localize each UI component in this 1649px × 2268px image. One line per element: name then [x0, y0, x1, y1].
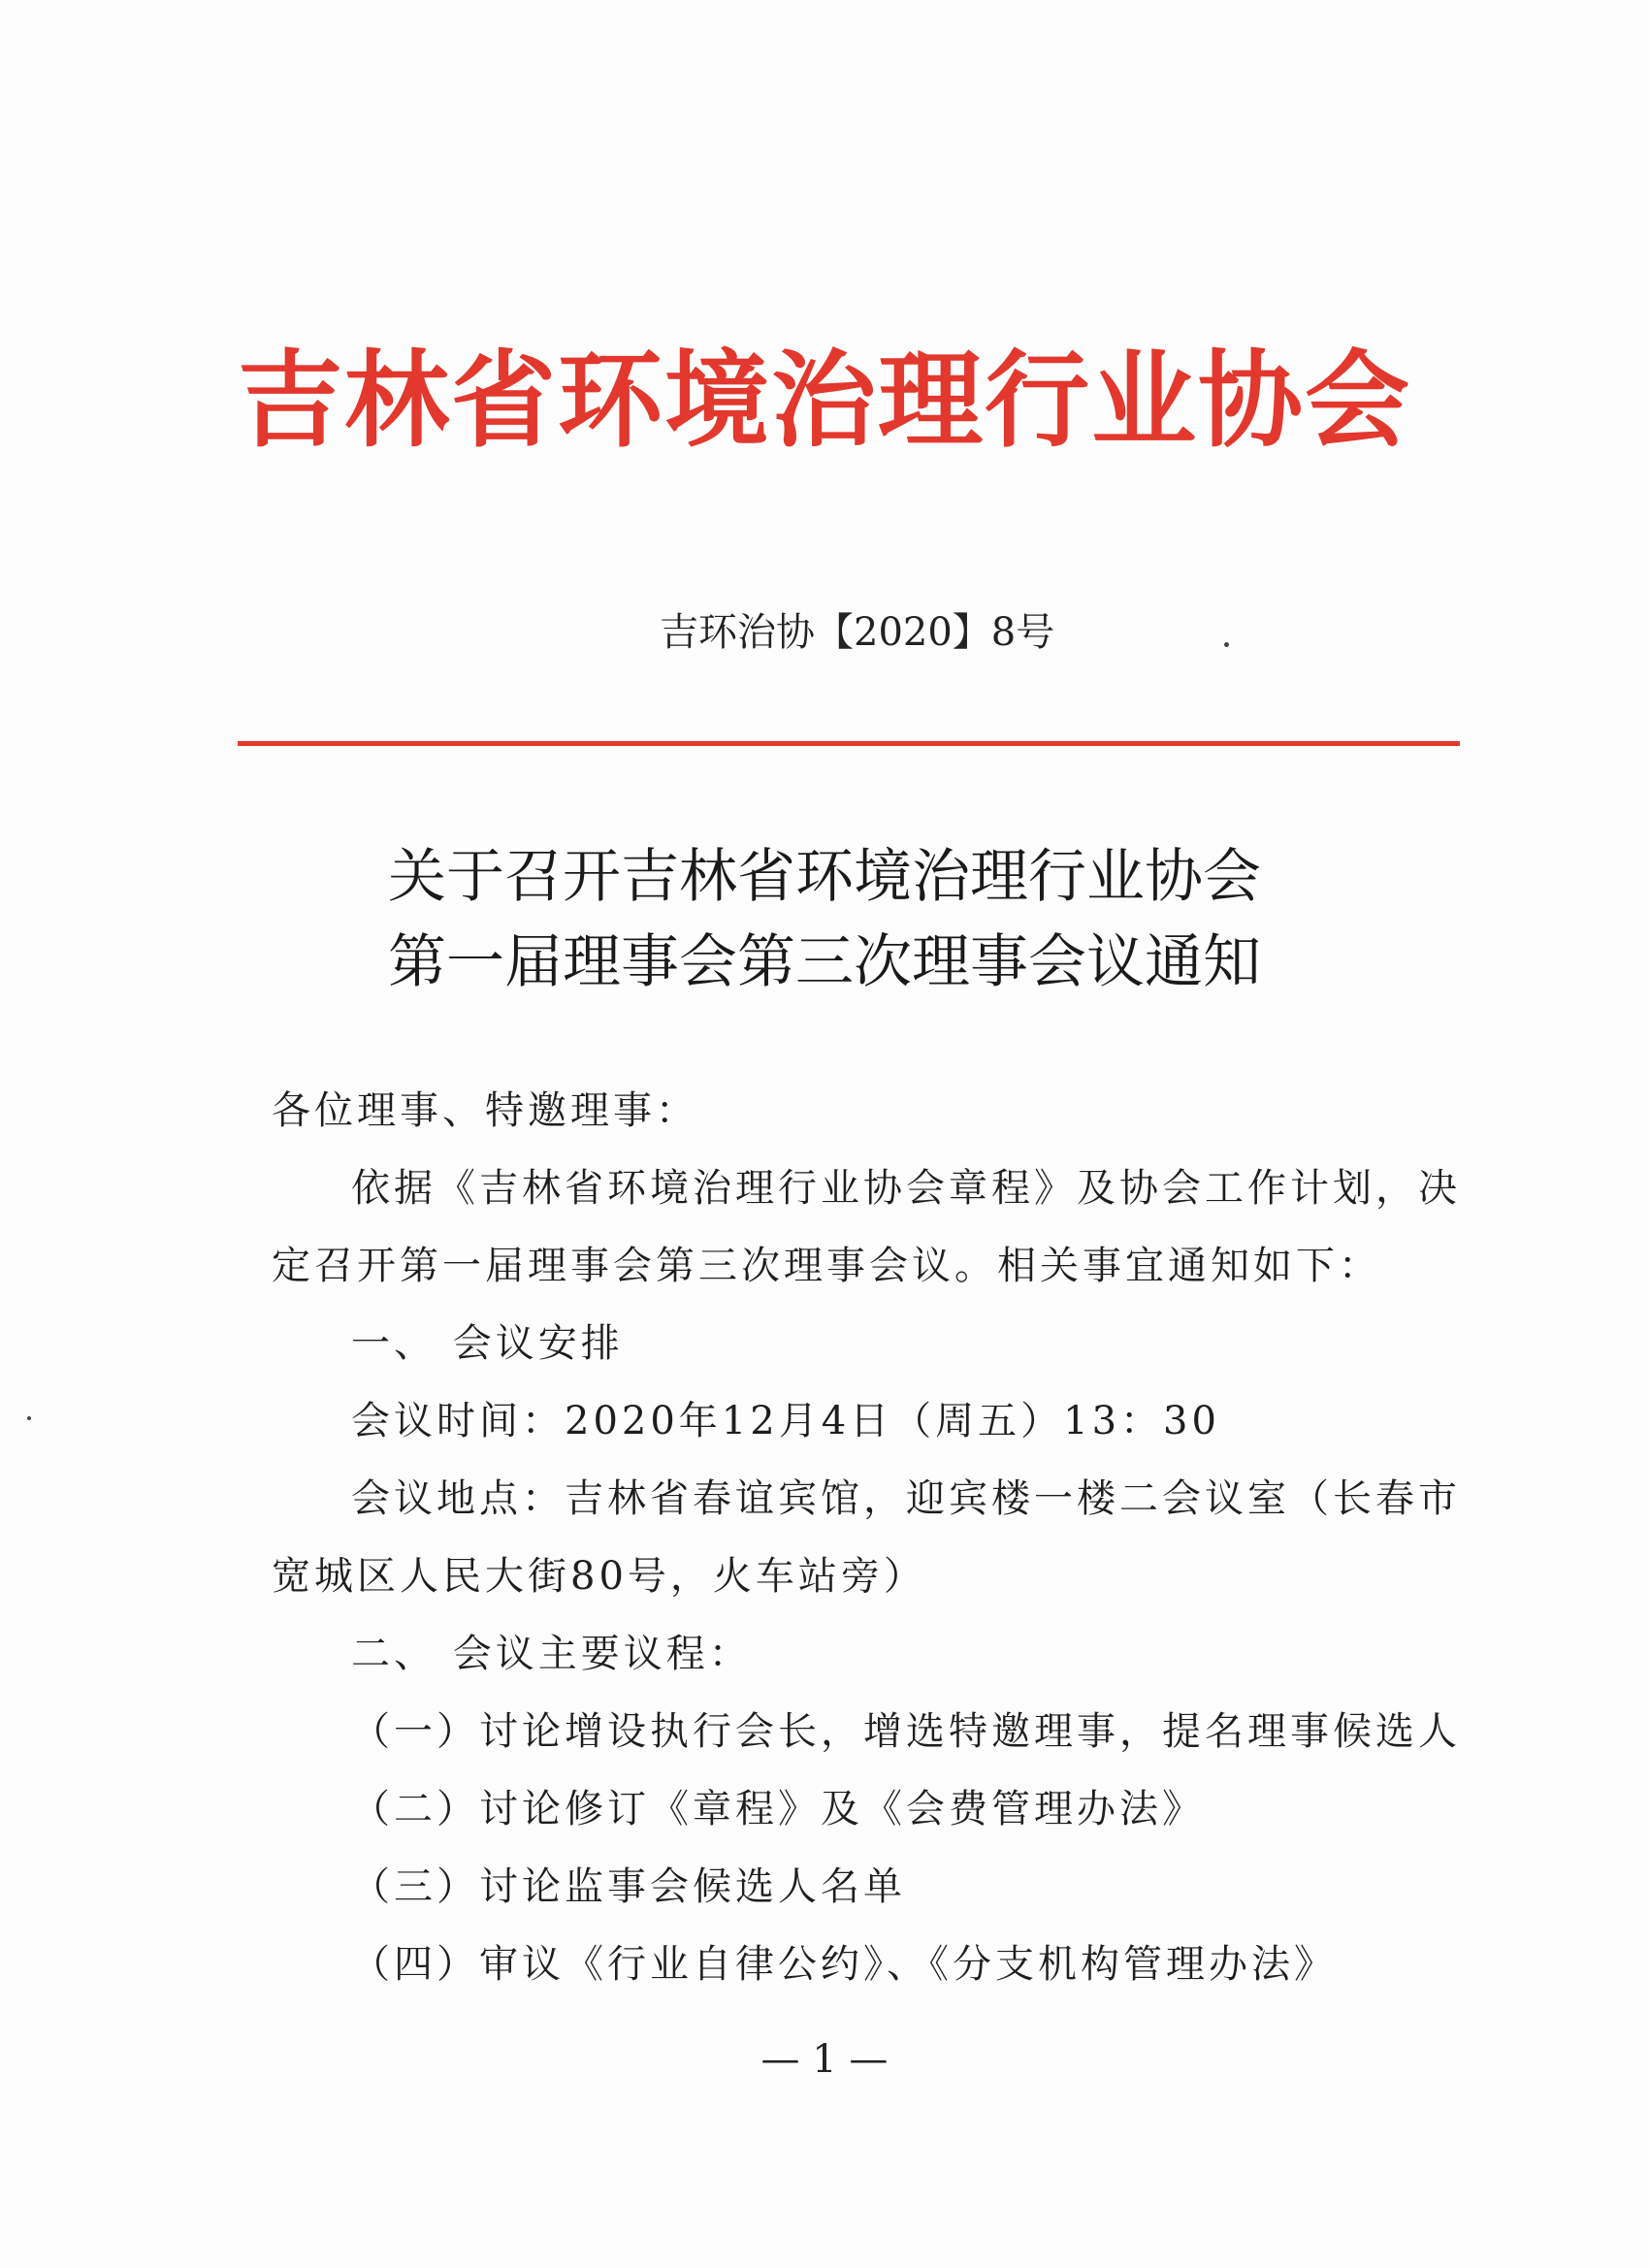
- notice-body: [272, 1072, 1465, 2003]
- organization-header: 吉林省环境治理行业协会: [237, 340, 1411, 462]
- document-number: 吉环治协【2020】8号: [660, 610, 1055, 655]
- title-line-2: 第一届理事会第三次理事会议通知: [388, 928, 1261, 996]
- meeting-place: 会议地点：吉林省春谊宾馆，迎宾楼一楼二会议室（长春市宽城区人民大街80号，火车站旁）: [272, 1476, 1461, 1599]
- section-1-heading: 一、 会议安排: [351, 1321, 624, 1366]
- scan-speck: [27, 1416, 31, 1420]
- agenda-item-2: （二）讨论修订《章程》及《会费管理办法》: [351, 1787, 1205, 1831]
- page-number: — 1 —: [760, 2037, 889, 2082]
- red-divider-line: [238, 741, 1460, 746]
- meeting-time: 会议时间：2020年12月4日（周五）13：30: [351, 1399, 1220, 1443]
- agenda-item-3: （三）讨论监事会候选人名单: [351, 1864, 906, 1909]
- salutation: 各位理事、特邀理事：: [272, 1088, 698, 1133]
- title-line-1: 关于召开吉林省环境治理行业协会: [388, 843, 1261, 911]
- scan-speck: [1224, 642, 1229, 647]
- section-2-heading: 二、 会议主要议程：: [351, 1632, 752, 1676]
- notice-title: [194, 834, 1455, 1005]
- agenda-item-1: （一）讨论增设执行会长，增选特邀理事，提名理事候选人: [351, 1709, 1461, 1754]
- agenda-item-4: （四）审议《行业自律公约》、《分支机构管理办法》: [351, 1942, 1337, 1987]
- intro-paragraph: 依据《吉林省环境治理行业协会章程》及协会工作计划，决定召开第一届理事会第三次理事会议。相关事宜通知如下：: [272, 1166, 1461, 1288]
